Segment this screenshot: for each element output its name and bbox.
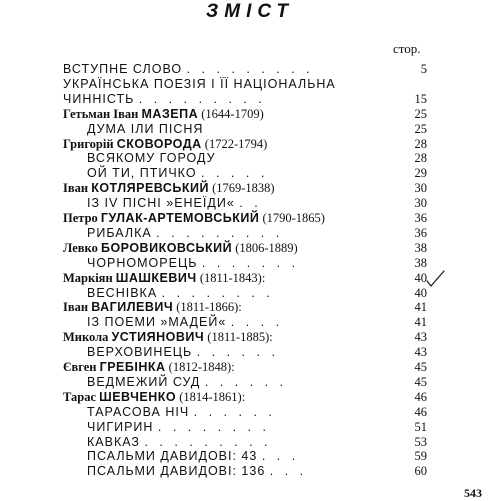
entry-page-number: 41 bbox=[414, 300, 427, 315]
entry-title bbox=[87, 196, 262, 211]
handwritten-check-mark-icon bbox=[425, 268, 447, 290]
author-first-name: Гетьман Іван bbox=[63, 106, 139, 121]
leader-dots: . . . . . . . . . bbox=[138, 91, 266, 106]
author-surname: ВАГИЛЕВИЧ bbox=[91, 300, 174, 315]
entry-title bbox=[63, 92, 266, 107]
toc-entry bbox=[0, 390, 500, 405]
entry-title-text: ПСАЛЬМИ ДАВИДОВІ: 136 bbox=[87, 464, 266, 479]
toc-entry bbox=[0, 345, 500, 360]
entry-page-number: 40 bbox=[414, 270, 427, 285]
entry-page-number: 46 bbox=[414, 404, 427, 419]
leader-dots: . . . . . . bbox=[204, 374, 288, 389]
entry-title-text: УКРАЇНСЬКА ПОЕЗІЯ І ЇЇ НАЦІОНАЛЬНА bbox=[63, 76, 336, 91]
entry-title bbox=[87, 286, 274, 301]
toc-entry bbox=[0, 330, 500, 345]
entry-title-text: ВСЯКОМУ ГОРОДУ bbox=[87, 151, 216, 166]
entry-title-text: ДУМА ІЛИ ПІСНЯ bbox=[87, 121, 204, 136]
entry-page-number: 51 bbox=[414, 419, 427, 434]
entry-title bbox=[87, 122, 203, 137]
leader-dots: . . . . . . . . . bbox=[144, 434, 272, 449]
author-first-name: Маркіян bbox=[63, 270, 113, 285]
entry-title bbox=[87, 226, 283, 241]
entry-title-text: ЧИННІСТЬ bbox=[63, 91, 135, 106]
toc-entry bbox=[0, 92, 500, 107]
toc-entry bbox=[0, 181, 500, 196]
entry-title bbox=[87, 405, 276, 420]
toc-entry bbox=[0, 435, 500, 450]
toc-entry bbox=[0, 211, 500, 226]
author-years: (1811-1843): bbox=[199, 270, 266, 285]
entry-page-number: 36 bbox=[414, 225, 427, 240]
author-heading bbox=[63, 271, 265, 286]
toc-entry bbox=[0, 464, 500, 479]
leader-dots: . . . . . . . . bbox=[161, 285, 274, 300]
author-surname: СКОВОРОДА bbox=[116, 136, 202, 151]
entry-title bbox=[63, 62, 314, 77]
leader-dots: . . . . . . bbox=[193, 404, 276, 419]
author-years: (1722-1794) bbox=[204, 136, 268, 151]
author-surname: УСТИЯНОВИЧ bbox=[111, 330, 205, 345]
entry-title bbox=[87, 435, 272, 450]
entry-title-text: ІЗ ПОЕМИ »МАДЕЙ« bbox=[87, 315, 227, 330]
entry-page-number: 29 bbox=[414, 166, 427, 181]
toc-entry bbox=[0, 137, 500, 152]
toc-entry bbox=[0, 315, 500, 330]
author-heading bbox=[63, 137, 267, 152]
entry-page-number: 38 bbox=[414, 255, 427, 270]
author-surname: ШЕВЧЕНКО bbox=[99, 389, 177, 404]
toc-entry bbox=[0, 77, 500, 92]
author-first-name: Іван bbox=[63, 300, 89, 315]
entry-title bbox=[87, 256, 299, 271]
entry-page-number: 30 bbox=[414, 196, 427, 211]
author-years: (1812-1848): bbox=[168, 360, 235, 374]
leader-dots: . . . . . bbox=[201, 166, 269, 181]
toc-entry bbox=[0, 151, 500, 166]
author-surname: ШАШКЕВИЧ bbox=[115, 270, 197, 285]
entry-title-text: ІЗ IV ПІСНІ »ЕНЕЇДИ« bbox=[87, 196, 235, 211]
author-surname: КОТЛЯРЕВСЬКИЙ bbox=[91, 181, 209, 196]
page-title: ЗМІСТ bbox=[206, 1, 294, 22]
author-years: (1814-1861): bbox=[179, 389, 246, 404]
author-years: (1811-1866): bbox=[176, 300, 242, 315]
author-years: (1811-1885): bbox=[207, 330, 273, 345]
entry-title-text: КАВКАЗ bbox=[87, 434, 140, 449]
author-first-name: Тарас bbox=[63, 389, 97, 404]
entry-title bbox=[87, 464, 307, 479]
leader-dots: . . . . . . . . bbox=[157, 419, 270, 434]
author-heading bbox=[63, 300, 242, 315]
author-years: (1806-1889) bbox=[235, 240, 298, 255]
author-surname: БОРОВИКОВСЬКИЙ bbox=[100, 240, 233, 255]
author-years: (1790-1865) bbox=[262, 211, 325, 225]
entry-title bbox=[87, 375, 287, 390]
author-first-name: Євген bbox=[63, 360, 97, 374]
toc-entry bbox=[0, 300, 500, 315]
entry-title bbox=[87, 420, 270, 435]
entry-title-text: ПСАЛЬМИ ДАВИДОВІ: 43 bbox=[87, 449, 258, 464]
page-column-label: стор. bbox=[393, 41, 421, 56]
author-first-name: Григорій bbox=[63, 136, 114, 151]
entry-page-number: 59 bbox=[414, 449, 427, 464]
author-heading bbox=[63, 211, 325, 226]
entry-page-number: 60 bbox=[414, 464, 427, 479]
entry-page-number: 36 bbox=[414, 211, 427, 225]
entry-page-number: 30 bbox=[414, 181, 427, 196]
leader-dots: . . . . . . bbox=[196, 345, 279, 360]
entry-page-number: 38 bbox=[414, 240, 427, 255]
author-heading bbox=[63, 360, 235, 375]
entry-title-text: ВСТУПНЕ СЛОВО bbox=[63, 62, 183, 76]
entry-page-number: 28 bbox=[414, 151, 427, 166]
toc-entry bbox=[0, 226, 500, 241]
leader-dots: . . . bbox=[269, 464, 308, 479]
author-first-name: Микола bbox=[63, 330, 109, 345]
entry-title-text: ВЕДМЕЖИЙ СУД bbox=[87, 374, 201, 389]
author-heading bbox=[63, 107, 264, 122]
author-heading bbox=[63, 390, 245, 405]
author-surname: ГУЛАК-АРТЕМОВСЬКИЙ bbox=[100, 211, 260, 225]
entry-title bbox=[87, 315, 283, 330]
leader-dots: . . . . . . . . . bbox=[186, 62, 314, 76]
entry-page-number: 45 bbox=[414, 360, 427, 374]
leader-dots: . . . . . . . bbox=[201, 255, 300, 270]
entry-title-text: ЧОРНОМОРЕЦЬ bbox=[87, 255, 198, 270]
entry-title bbox=[87, 345, 279, 360]
page-number: 543 bbox=[464, 486, 482, 500]
author-years: (1769-1838) bbox=[212, 181, 275, 196]
toc-entry bbox=[0, 241, 500, 256]
author-years: (1644-1709) bbox=[201, 106, 264, 121]
entry-page-number: 46 bbox=[414, 389, 427, 404]
entry-title-text: ВЕСНІВКА bbox=[87, 285, 158, 300]
leader-dots: . . bbox=[239, 196, 262, 211]
author-surname: ГРЕБІНКА bbox=[99, 360, 166, 374]
toc-entry bbox=[0, 360, 500, 375]
author-first-name: Петро bbox=[63, 211, 98, 225]
toc-entry bbox=[0, 375, 500, 390]
entry-title-text: ОЙ ТИ, ПТИЧКО bbox=[87, 166, 197, 181]
entry-title bbox=[87, 166, 268, 181]
author-first-name: Іван bbox=[63, 181, 89, 196]
entry-page-number: 53 bbox=[414, 434, 427, 449]
author-heading bbox=[63, 181, 275, 196]
entry-page-number: 43 bbox=[414, 345, 427, 360]
entry-page-number: 25 bbox=[414, 106, 427, 121]
toc-entry bbox=[0, 420, 500, 435]
author-heading bbox=[63, 330, 273, 345]
toc-entry bbox=[0, 196, 500, 211]
entry-page-number: 40 bbox=[414, 285, 427, 300]
entry-title-text: ВЕРХОВИНЕЦЬ bbox=[87, 345, 193, 360]
leader-dots: . . . . bbox=[230, 315, 284, 330]
entry-page-number: 41 bbox=[414, 315, 427, 330]
author-heading bbox=[63, 241, 298, 256]
entry-title bbox=[87, 151, 216, 166]
leader-dots: . . . . . . . . . bbox=[156, 225, 284, 240]
toc-entry bbox=[0, 405, 500, 420]
entry-page-number: 45 bbox=[414, 374, 427, 389]
entry-page-number: 5 bbox=[420, 62, 427, 76]
entry-page-number: 43 bbox=[414, 330, 427, 345]
entry-title-text: РИБАЛКА bbox=[87, 225, 152, 240]
toc-entry bbox=[0, 107, 500, 122]
toc-entry bbox=[0, 449, 500, 464]
entry-title bbox=[87, 449, 299, 464]
entry-title bbox=[63, 77, 336, 92]
leader-dots: . . . bbox=[261, 449, 300, 464]
entry-page-number: 28 bbox=[414, 136, 427, 151]
toc-entry bbox=[0, 166, 500, 181]
author-surname: МАЗЕПА bbox=[141, 106, 199, 121]
entry-title-text: ЧИГИРИН bbox=[87, 419, 154, 434]
toc-entry bbox=[0, 122, 500, 137]
entry-page-number: 25 bbox=[414, 121, 427, 136]
author-first-name: Левко bbox=[63, 240, 98, 255]
entry-page-number: 15 bbox=[414, 91, 427, 106]
entry-title-text: ТАРАСОВА НІЧ bbox=[87, 404, 190, 419]
toc-entry bbox=[0, 62, 500, 77]
